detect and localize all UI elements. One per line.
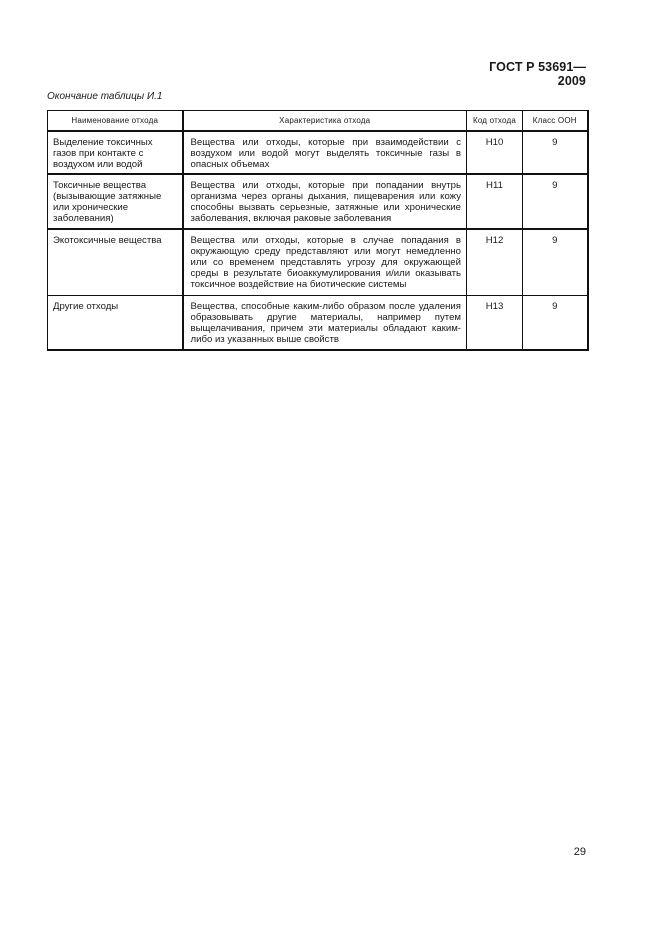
waste-code: H13 xyxy=(467,296,523,351)
waste-name: Выделение токсичных газов при контакте с воздухом или водой xyxy=(48,131,183,174)
waste-name: Другие отходы xyxy=(48,296,183,351)
waste-description: Вещества или отходы, которые при взаимодействии с воздухом или водой могут выделять токсичные газы в опасных объемах xyxy=(183,131,467,174)
waste-description: Вещества или отходы, которые при попадании внутрь организма через органы дыхания, пищеварения или кожу способны вызвать серьезные, затяжные или хронические заболевания, включая раковые заболевания xyxy=(183,174,467,229)
waste-code: H10 xyxy=(467,131,523,174)
page-number: 29 xyxy=(573,846,586,858)
waste-code: H12 xyxy=(467,229,523,296)
table-caption: Окончание таблицы И.1 xyxy=(47,91,163,102)
column-header-code: Код отхода xyxy=(467,111,523,132)
table-header-row xyxy=(48,111,588,132)
waste-code: H11 xyxy=(467,174,523,229)
waste-description: Вещества или отходы, которые в случае попадания в окружающую среду представляют или могут немедленно или со временем представлять угрозу для окружающей среды в результате биоаккумулирования и/или оказывать токсичное воздействие на биотические системы xyxy=(183,229,467,296)
column-header-description: Характеристика отхода xyxy=(183,111,467,132)
waste-name: Токсичные вещества (вызывающие затяжные или хронические заболевания) xyxy=(48,174,183,229)
standard-code: ГОСТ Р 53691—2009 xyxy=(489,60,586,88)
un-class: 9 xyxy=(523,296,588,351)
column-header-un-class: Класс ООН xyxy=(523,111,588,132)
table-row xyxy=(48,296,588,351)
waste-name: Экотоксичные вещества xyxy=(48,229,183,296)
un-class: 9 xyxy=(523,131,588,174)
table-row xyxy=(48,174,588,229)
un-class: 9 xyxy=(523,229,588,296)
table-row xyxy=(48,131,588,174)
waste-properties-table xyxy=(47,110,589,351)
un-class: 9 xyxy=(523,174,588,229)
waste-description: Вещества, способные каким-либо образом после удаления образовывать другие материалы, например путем выщелачивания, причем эти материалы обладают каким-либо из указанных выше свойств xyxy=(183,296,467,351)
table-row xyxy=(48,229,588,296)
column-header-name: Наименование отхода xyxy=(48,111,183,132)
